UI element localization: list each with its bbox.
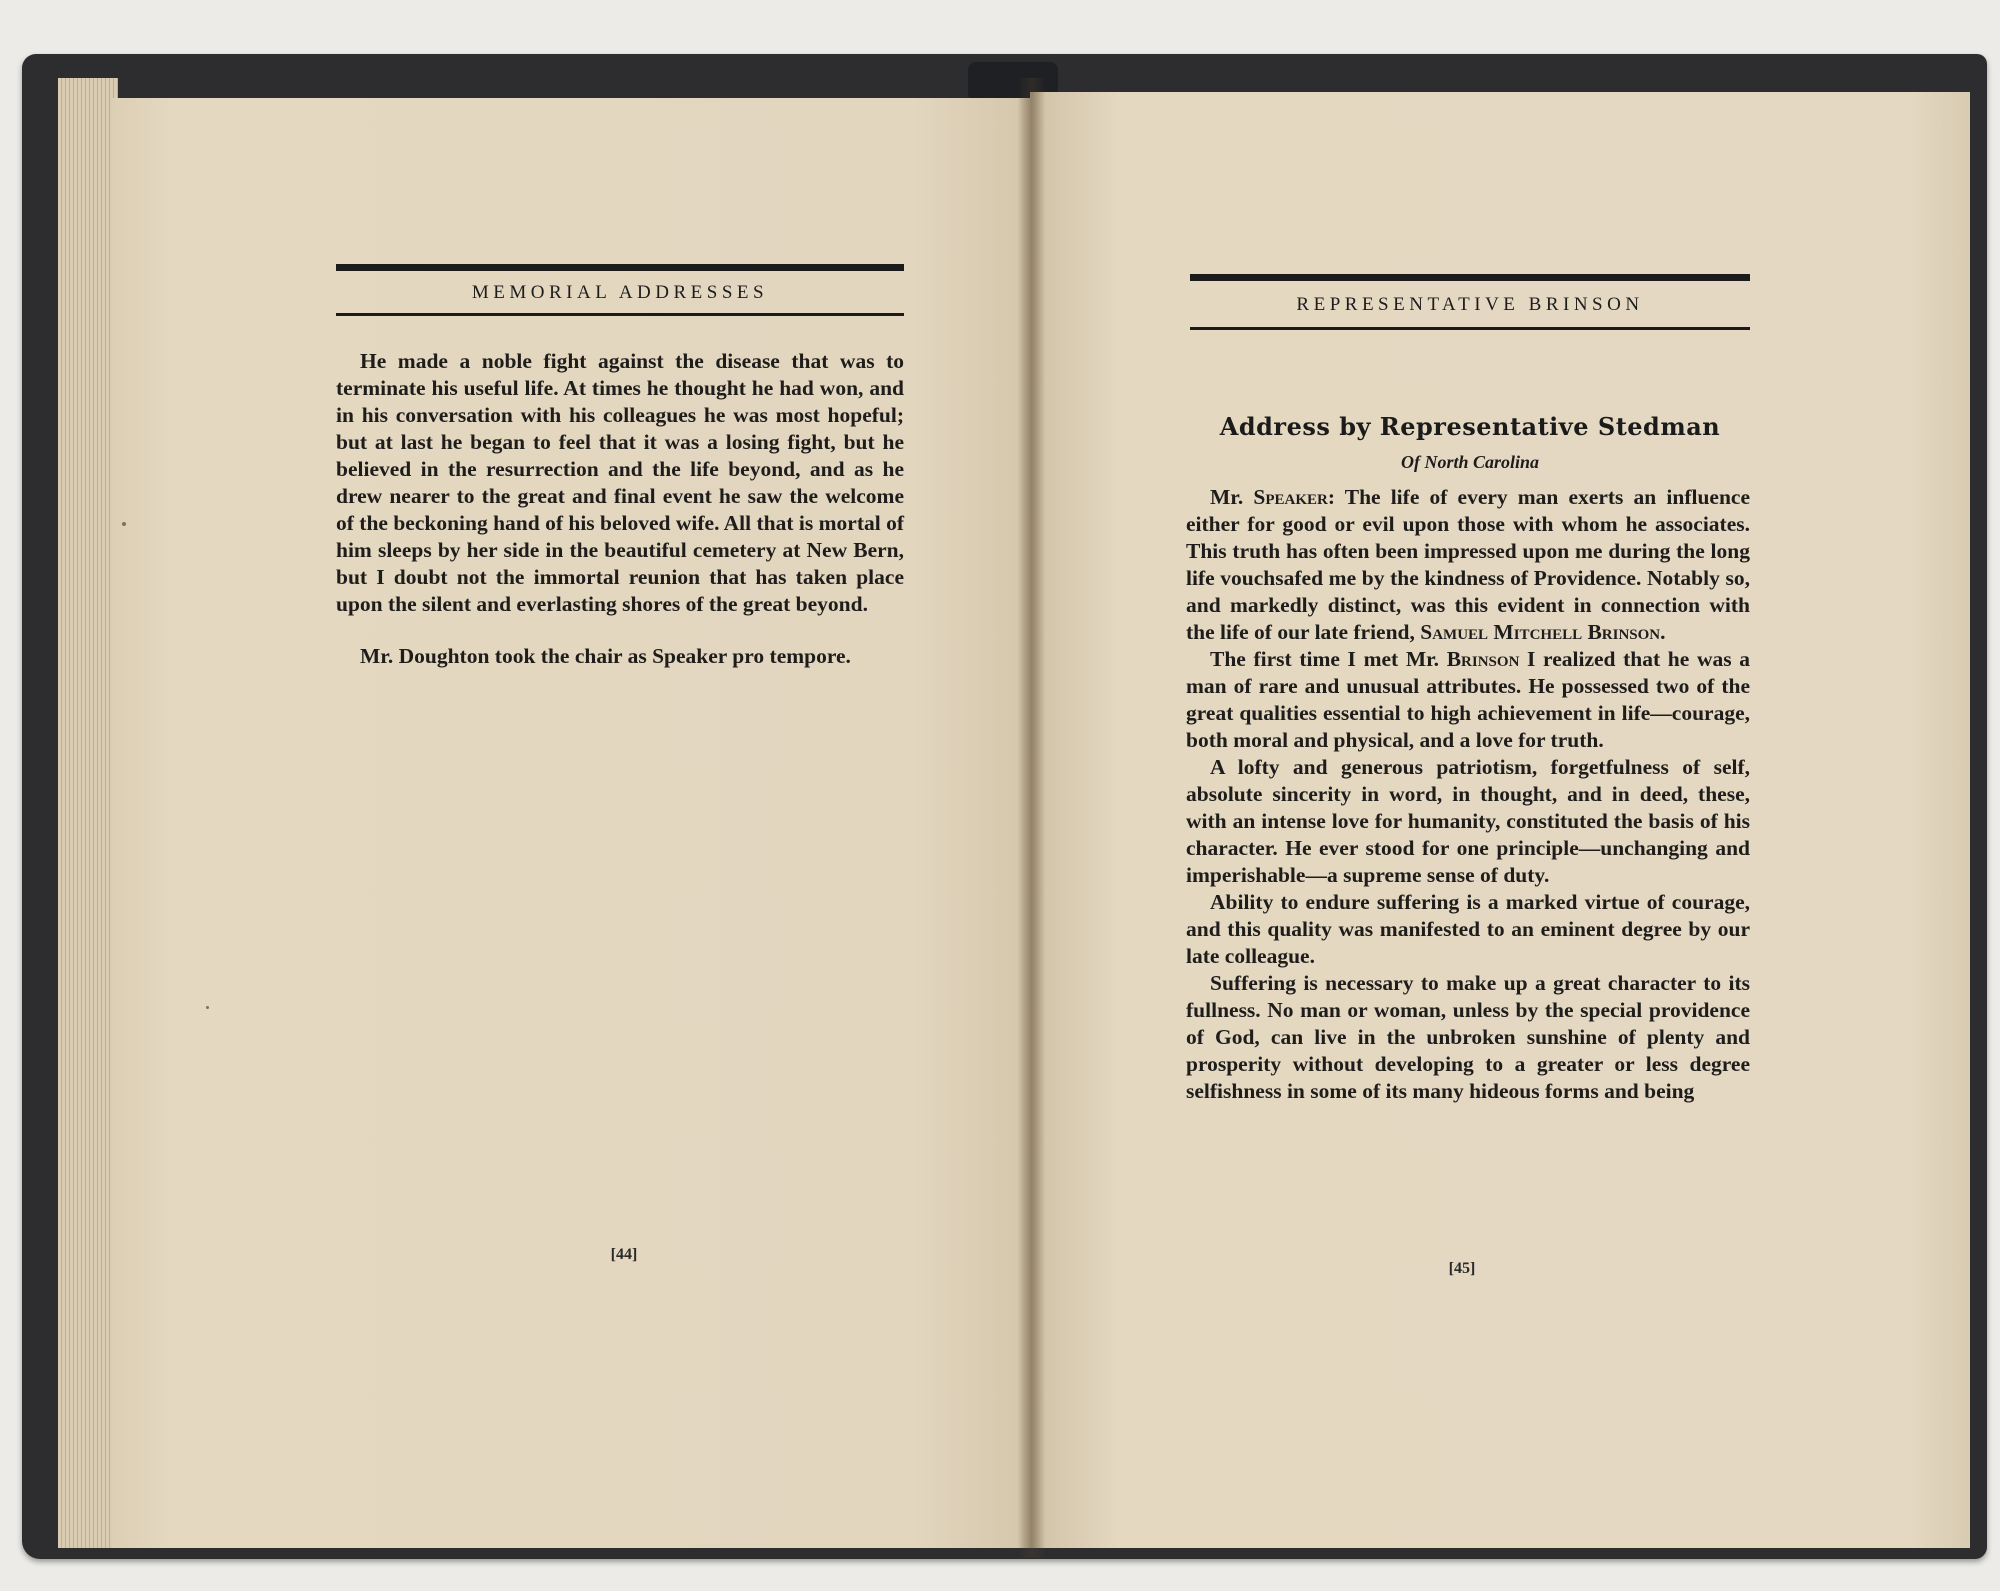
right-paragraph-4: Ability to endure suffering is a marked virtue of courage, and this quality was manifested to an eminent degree by our late colleague. — [1186, 890, 1750, 968]
right-page-number: [45] — [1448, 1260, 1476, 1277]
right-paragraph-1 — [1186, 484, 1750, 646]
spine-gutter — [1018, 78, 1046, 1558]
paper-speck — [122, 522, 126, 526]
left-page — [112, 98, 1030, 1548]
right-running-head: REPRESENTATIVE BRINSON — [1190, 274, 1750, 330]
text-run-smallcaps: Brinson — [1446, 647, 1520, 671]
left-paragraph-2: Mr. Doughton took the chair as Speaker pro tempore. — [360, 644, 851, 668]
left-running-head: MEMORIAL ADDRESSES — [336, 264, 904, 316]
text-run-smallcaps: Samuel Mitchell Brinson — [1420, 620, 1661, 644]
right-page — [1030, 92, 1970, 1548]
right-paragraph-3: A lofty and generous patriotism, forgetfulness of self, absolute sincerity in word, in thought, and in deed, these, with an intense love for humanity, constituted the basis of his character. He ever stood for one principle—unchanging and imperishable—a supreme sense of duty. — [1186, 755, 1750, 887]
paper-speck — [206, 1006, 209, 1009]
text-run: I realized that he was a man of rare and unusual attributes. He possessed two of the great qualities essential to high achievement in life—courage, both moral and physical, and a love for truth. — [1186, 647, 1750, 752]
left-paragraph-1: He made a noble fight against the disease that was to terminate his useful life. At times he thought he had won, and in his conversation with his colleagues he was most hopeful; but at last he began to feel that it was a losing fight, but he believed in the resurrection and the life beyond, and as he drew nearer to the great and final event he saw the welcome of the beckoning hand of his beloved wife. All that is mortal of him sleeps by her side in the beautiful cemetery at New Bern, but I doubt not the immortal reunion that has taken place upon the silent and everlasting shores of the great beyond. — [336, 349, 904, 616]
right-page-body — [1186, 484, 1750, 1105]
address-title: Address by Representative Stedman — [1219, 412, 1721, 441]
page-edges — [58, 78, 118, 1548]
left-page-body — [336, 348, 904, 670]
text-run: Mr. — [1210, 485, 1254, 509]
text-run-smallcaps: Speaker — [1253, 485, 1328, 509]
text-run: . — [1660, 620, 1666, 644]
text-run: The first time I met Mr. — [1210, 647, 1447, 671]
left-page-number: [44] — [610, 1246, 638, 1263]
address-subtitle: Of North Carolina — [1400, 452, 1540, 472]
right-paragraph-2 — [1186, 646, 1750, 754]
right-paragraph-5: Suffering is necessary to make up a great character to its fullness. No man or woman, unless by the special providence of God, can live in the unbroken sunshine of plenty and prosperity without developing to a greater or less degree selfishness in some of its many hideous forms and being — [1186, 971, 1750, 1103]
text-run: : The life of every man exerts an influence either for good or evil upon those with whom he associates. This truth has often been impressed upon me during the long life vouchsafed me by the kindness of Providence. Notably so, and markedly distinct, was this evident in connection with the life of our late friend, — [1186, 485, 1750, 644]
